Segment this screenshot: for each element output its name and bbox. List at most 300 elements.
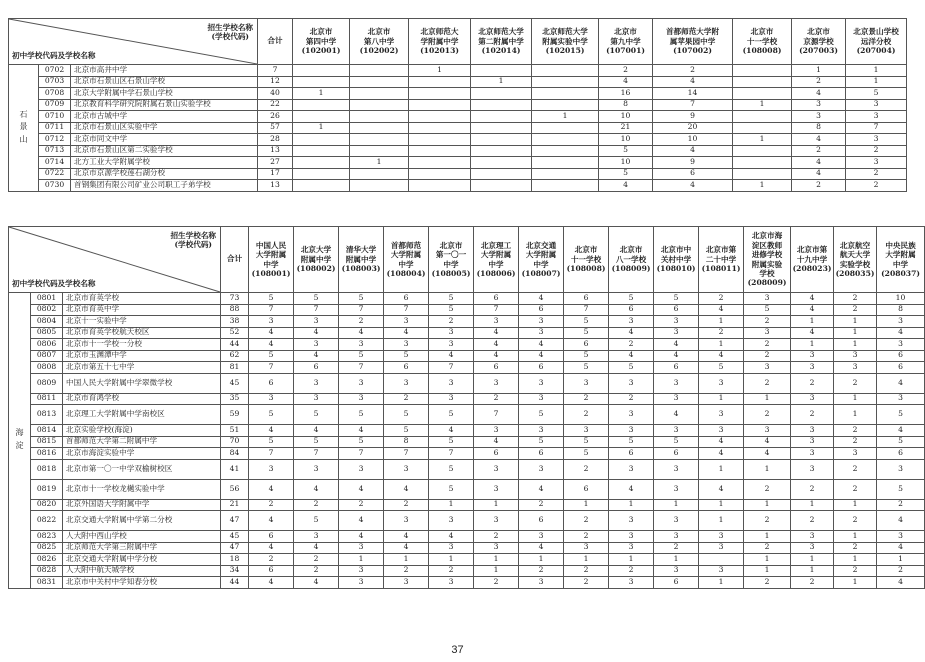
quota-cell: 5 [294, 293, 339, 305]
quota-cell [350, 122, 409, 134]
header-text: (108008) [742, 46, 782, 56]
quota-cell [471, 145, 532, 157]
quota-cell: 3 [474, 479, 519, 499]
school-code: 0806 [31, 339, 63, 351]
quota-cell: 3 [834, 350, 877, 362]
quota-cell: 2 [744, 542, 791, 554]
quota-cell: 6 [384, 293, 429, 305]
quota-cell: 1 [699, 577, 744, 589]
quota-cell [409, 157, 471, 169]
quota-cell: 3 [834, 448, 877, 460]
quota-cell: 3 [877, 531, 925, 543]
header-text: (107002) [673, 46, 712, 56]
column-header [653, 19, 733, 65]
quota-cell: 3 [609, 425, 654, 437]
header-text: (207004) [856, 46, 896, 56]
quota-cell: 1 [834, 554, 877, 566]
header-text: 大学附属 [390, 250, 422, 260]
quota-cell: 1 [429, 554, 474, 566]
school-name: 北京市海淀实验中学 [63, 448, 221, 460]
quota-cell: 3 [654, 393, 699, 405]
row-total: 38 [221, 316, 249, 328]
quota-cell: 2 [429, 316, 474, 328]
quota-cell: 5 [429, 304, 474, 316]
header-text: 附属实验 [751, 259, 783, 269]
quota-cell: 3 [699, 565, 744, 577]
quota-cell: 6 [294, 362, 339, 374]
quota-cell: 21 [599, 122, 653, 134]
quota-cell: 1 [733, 180, 792, 192]
school-code: 0712 [39, 134, 71, 146]
quota-cell: 4 [519, 479, 564, 499]
quota-cell: 3 [474, 316, 519, 328]
school-code: 0820 [31, 499, 63, 511]
quota-cell: 2 [846, 168, 907, 180]
quota-cell: 2 [834, 479, 877, 499]
header-text: (108001) [251, 268, 291, 278]
quota-cell: 5 [429, 459, 474, 479]
quota-cell: 3 [609, 373, 654, 393]
quota-cell: 7 [294, 448, 339, 460]
header-text: (108006) [476, 268, 516, 278]
header-text: (108009) [611, 264, 651, 274]
quota-cell: 5 [249, 350, 294, 362]
header-text: (108011) [701, 264, 741, 274]
quota-cell: 5 [609, 436, 654, 448]
header-text: 中学 [892, 259, 909, 269]
quota-cell: 4 [339, 479, 384, 499]
quota-cell: 3 [384, 577, 429, 589]
header-text: 清华大学 [345, 245, 377, 255]
table-row [9, 459, 925, 479]
quota-cell: 2 [877, 565, 925, 577]
quota-cell [293, 145, 350, 157]
quota-cell [733, 157, 792, 169]
header-text: 北京理工 [480, 240, 512, 250]
school-code: 0809 [31, 373, 63, 393]
quota-cell: 4 [294, 327, 339, 339]
row-total: 41 [221, 459, 249, 479]
table-row [9, 350, 925, 362]
corner-top-label [207, 23, 253, 42]
quota-cell: 1 [699, 499, 744, 511]
column-header [733, 19, 792, 65]
quota-cell: 3 [519, 531, 564, 543]
quota-cell: 2 [744, 373, 791, 393]
quota-cell: 4 [339, 327, 384, 339]
quota-cell: 9 [653, 157, 733, 169]
quota-cell: 4 [294, 577, 339, 589]
quota-cell: 2 [834, 511, 877, 531]
quota-cell: 2 [564, 577, 609, 589]
quota-cell: 3 [294, 393, 339, 405]
quota-cell: 4 [384, 531, 429, 543]
quota-cell [293, 111, 350, 123]
school-name: 北京市十一学校龙樾实验中学 [63, 479, 221, 499]
quota-cell: 3 [519, 373, 564, 393]
quota-cell: 6 [654, 448, 699, 460]
column-header [474, 227, 519, 293]
header-text: 北京景山学校 [853, 27, 899, 37]
quota-cell: 4 [654, 339, 699, 351]
quota-cell: 2 [564, 393, 609, 405]
column-header [429, 227, 474, 293]
quota-cell: 3 [249, 316, 294, 328]
quota-cell: 4 [654, 350, 699, 362]
quota-cell: 3 [294, 373, 339, 393]
quota-cell: 4 [609, 350, 654, 362]
quota-cell: 2 [791, 577, 834, 589]
quota-cell: 1 [791, 554, 834, 566]
quota-cell: 5 [609, 362, 654, 374]
quota-cell [293, 168, 350, 180]
quota-cell: 3 [609, 316, 654, 328]
column-header [384, 227, 429, 293]
quota-cell: 2 [609, 339, 654, 351]
quota-cell: 1 [409, 65, 471, 77]
quota-cell: 5 [599, 145, 653, 157]
quota-cell [733, 145, 792, 157]
quota-cell: 3 [339, 393, 384, 405]
quota-cell: 3 [249, 393, 294, 405]
quota-cell: 2 [384, 565, 429, 577]
table-row [9, 76, 907, 88]
header-text: (108005) [431, 268, 471, 278]
row-total: 17 [258, 168, 293, 180]
quota-cell: 6 [474, 362, 519, 374]
quota-cell: 4 [294, 542, 339, 554]
total-header: 合计 [258, 19, 293, 65]
school-code: 0722 [39, 168, 71, 180]
quota-cell [471, 134, 532, 146]
quota-cell: 3 [654, 511, 699, 531]
quota-cell: 3 [609, 459, 654, 479]
quota-cell: 1 [699, 511, 744, 531]
quota-cell: 5 [384, 405, 429, 425]
row-total: 88 [221, 304, 249, 316]
quota-cell: 4 [699, 304, 744, 316]
quota-cell: 10 [599, 134, 653, 146]
quota-cell: 3 [791, 362, 834, 374]
quota-cell: 3 [564, 373, 609, 393]
quota-cell: 3 [744, 327, 791, 339]
column-header [350, 19, 409, 65]
quota-cell [409, 99, 471, 111]
quota-cell: 14 [653, 88, 733, 100]
quota-cell: 1 [834, 405, 877, 425]
school-name: 北京交通大学附属中学第二分校 [63, 511, 221, 531]
quota-cell: 7 [249, 304, 294, 316]
quota-cell: 2 [744, 511, 791, 531]
row-total: 27 [258, 157, 293, 169]
row-total: 13 [258, 180, 293, 192]
header-text: 北京市第 [705, 245, 737, 255]
school-name: 北京理工大学附属中学南校区 [63, 405, 221, 425]
quota-cell: 3 [654, 479, 699, 499]
quota-cell: 3 [429, 373, 474, 393]
district-label: 石 景 山 [9, 65, 39, 192]
quota-cell: 6 [564, 479, 609, 499]
header-text: (102015) [545, 46, 585, 56]
quota-cell: 1 [654, 554, 699, 566]
table-row [9, 134, 907, 146]
quota-cell: 3 [429, 511, 474, 531]
header-text: 北京市海 [751, 231, 783, 241]
quota-cell: 10 [599, 157, 653, 169]
header-text: 中学 [263, 259, 279, 269]
quota-cell: 3 [609, 405, 654, 425]
quota-cell: 4 [339, 511, 384, 531]
quota-cell: 5 [877, 479, 925, 499]
column-header [471, 19, 532, 65]
quota-cell: 1 [744, 459, 791, 479]
quota-cell: 2 [834, 436, 877, 448]
quota-cell: 4 [877, 577, 925, 589]
quota-cell: 2 [339, 316, 384, 328]
row-total: 45 [221, 531, 249, 543]
quota-cell: 3 [339, 373, 384, 393]
row-total: 47 [221, 511, 249, 531]
quota-cell: 1 [339, 554, 384, 566]
quota-cell: 4 [384, 327, 429, 339]
quota-cell: 4 [699, 479, 744, 499]
header-text: 中国人民 [255, 240, 287, 250]
quota-cell: 3 [791, 531, 834, 543]
quota-cell: 2 [834, 373, 877, 393]
quota-cell: 3 [519, 316, 564, 328]
quota-cell: 1 [519, 554, 564, 566]
quota-cell: 1 [293, 88, 350, 100]
table-row [9, 542, 925, 554]
quota-cell: 4 [653, 180, 733, 192]
school-name: 北京市育鸿学校 [63, 393, 221, 405]
quota-cell: 2 [877, 499, 925, 511]
column-header [744, 227, 791, 293]
quota-cell: 5 [564, 350, 609, 362]
row-total: 21 [221, 499, 249, 511]
header-text: 招生学校名称 [207, 23, 254, 32]
header-text: 北京市 [807, 27, 830, 37]
header-text: 八一学校 [615, 254, 647, 264]
quota-cell: 3 [609, 542, 654, 554]
quota-cell [471, 99, 532, 111]
header-text: (108010) [656, 264, 696, 274]
quota-cell [733, 65, 792, 77]
quota-cell [350, 168, 409, 180]
quota-cell: 7 [249, 362, 294, 374]
quota-cell: 4 [792, 157, 846, 169]
header-text: (102013) [420, 46, 459, 56]
quota-cell: 1 [834, 339, 877, 351]
quota-cell: 4 [294, 479, 339, 499]
quota-cell: 4 [249, 425, 294, 437]
school-name: 北京市第五十七中学 [63, 362, 221, 374]
quota-cell [471, 65, 532, 77]
quota-cell: 4 [653, 76, 733, 88]
quota-cell [293, 76, 350, 88]
school-code: 0703 [39, 76, 71, 88]
quota-cell: 3 [791, 459, 834, 479]
header-text: 学附属中学 [420, 36, 459, 46]
quota-cell: 3 [519, 393, 564, 405]
school-name: 人大附中西山学校 [63, 531, 221, 543]
quota-cell: 7 [294, 304, 339, 316]
quota-cell: 3 [792, 99, 846, 111]
header-text: (102002) [359, 46, 399, 56]
quota-cell: 1 [744, 554, 791, 566]
quota-cell: 4 [699, 436, 744, 448]
header-text: 十九中学 [796, 254, 828, 264]
header-text: 属苹果园中学 [669, 36, 716, 46]
quota-cell: 5 [249, 436, 294, 448]
quota-cell: 4 [519, 339, 564, 351]
quota-cell: 4 [519, 542, 564, 554]
quota-cell [293, 65, 350, 77]
school-code: 0804 [31, 316, 63, 328]
quota-cell: 2 [846, 180, 907, 192]
school-name: 北京交通大学附属中学分校 [63, 554, 221, 566]
quota-cell: 1 [733, 134, 792, 146]
quota-cell: 8 [384, 436, 429, 448]
quota-cell: 7 [564, 304, 609, 316]
quota-cell: 2 [744, 577, 791, 589]
quota-cell: 4 [792, 88, 846, 100]
header-text: (208023) [792, 264, 832, 274]
quota-cell: 2 [834, 565, 877, 577]
quota-cell: 3 [654, 327, 699, 339]
row-total: 40 [258, 88, 293, 100]
row-total: 18 [221, 554, 249, 566]
quota-cell [532, 168, 599, 180]
quota-cell: 4 [249, 511, 294, 531]
quota-cell: 2 [744, 339, 791, 351]
quota-cell [532, 88, 599, 100]
row-total: 57 [258, 122, 293, 134]
column-header [699, 227, 744, 293]
quota-cell: 3 [474, 459, 519, 479]
quota-cell: 3 [339, 577, 384, 589]
quota-cell: 5 [294, 405, 339, 425]
school-name: 北京市高井中学 [71, 65, 258, 77]
header-text: (208009) [747, 278, 787, 288]
quota-cell: 2 [834, 459, 877, 479]
table-row [9, 293, 925, 305]
header-text: (108007) [521, 268, 561, 278]
table-row [9, 577, 925, 589]
quota-cell [350, 88, 409, 100]
quota-cell: 3 [744, 425, 791, 437]
quota-cell: 6 [609, 304, 654, 316]
header-text: (102001) [301, 46, 341, 56]
quota-cell: 3 [699, 542, 744, 554]
quota-cell: 1 [834, 577, 877, 589]
corner-bottom-label: 初中学校代码及学校名称 [12, 51, 96, 61]
quota-cell: 2 [339, 499, 384, 511]
row-total: 35 [221, 393, 249, 405]
school-name: 北京市同文中学 [71, 134, 258, 146]
quota-cell: 3 [834, 362, 877, 374]
school-name: 中国人民大学附属中学翠微学校 [63, 373, 221, 393]
quota-cell: 4 [429, 350, 474, 362]
quota-cell: 4 [429, 425, 474, 437]
quota-cell: 1 [834, 499, 877, 511]
quota-cell: 7 [249, 448, 294, 460]
quota-cell: 3 [294, 339, 339, 351]
school-name: 北方工业大学附属学校 [71, 157, 258, 169]
quota-cell: 1 [532, 111, 599, 123]
column-header [532, 19, 599, 65]
quota-cell [409, 88, 471, 100]
row-total: 45 [221, 373, 249, 393]
header-text: 附属中学 [345, 254, 377, 264]
quota-cell [350, 111, 409, 123]
quota-cell: 4 [599, 76, 653, 88]
quota-cell: 4 [609, 327, 654, 339]
quota-cell: 1 [877, 554, 925, 566]
quota-cell: 2 [384, 393, 429, 405]
school-code: 0708 [39, 88, 71, 100]
quota-cell: 3 [609, 577, 654, 589]
quota-cell [733, 122, 792, 134]
header-text: 北京市中 [660, 245, 692, 255]
row-total: 26 [258, 111, 293, 123]
quota-cell: 5 [249, 405, 294, 425]
district-label: 海 淀 [9, 293, 31, 589]
quota-cell: 2 [791, 373, 834, 393]
header-text: 第九中学 [610, 36, 641, 46]
quota-cell [293, 157, 350, 169]
quota-cell [532, 65, 599, 77]
quota-cell: 4 [249, 542, 294, 554]
quota-cell: 2 [699, 293, 744, 305]
quota-cell: 3 [339, 459, 384, 479]
school-name: 北京市玉渊潭中学 [63, 350, 221, 362]
header-text: (108003) [341, 264, 381, 274]
quota-cell [350, 76, 409, 88]
quota-cell: 6 [564, 339, 609, 351]
quota-cell: 2 [653, 65, 733, 77]
header-text: 京源学校 [803, 36, 834, 46]
column-header [249, 227, 294, 293]
row-total: 59 [221, 405, 249, 425]
header-text: 学校 [759, 268, 775, 278]
header-text: (108008) [566, 264, 606, 274]
table-row [9, 436, 925, 448]
quota-cell [350, 145, 409, 157]
quota-cell: 3 [791, 436, 834, 448]
quota-cell: 1 [834, 316, 877, 328]
header-text: 北京市 [619, 245, 643, 255]
column-header [409, 19, 471, 65]
quota-cell: 3 [609, 531, 654, 543]
quota-cell: 4 [791, 304, 834, 316]
school-code: 0802 [31, 304, 63, 316]
quota-cell: 4 [654, 405, 699, 425]
header-text: 大学附属 [525, 250, 557, 260]
quota-cell: 4 [384, 479, 429, 499]
quota-cell: 2 [792, 145, 846, 157]
quota-cell: 3 [384, 339, 429, 351]
quota-cell: 3 [846, 111, 907, 123]
quota-cell: 5 [846, 88, 907, 100]
quota-cell: 3 [654, 459, 699, 479]
school-name: 北京市石景山区实验中学 [71, 122, 258, 134]
quota-cell: 3 [474, 542, 519, 554]
quota-cell: 3 [519, 459, 564, 479]
quota-cell [409, 180, 471, 192]
quota-cell: 3 [609, 511, 654, 531]
column-header [654, 227, 699, 293]
